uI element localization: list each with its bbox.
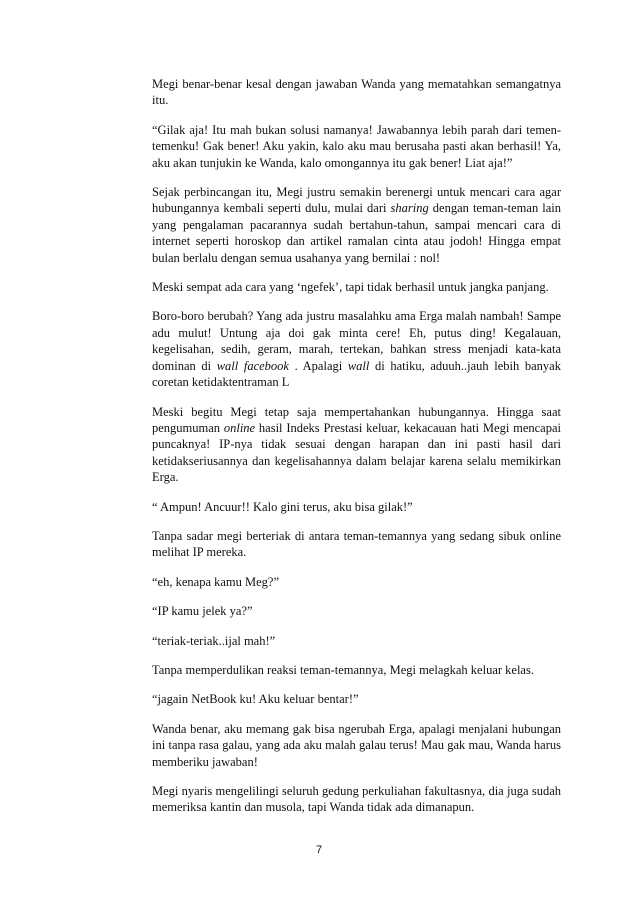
paragraph bbox=[152, 662, 561, 678]
text-segment: . Apalagi bbox=[288, 358, 348, 373]
paragraph bbox=[152, 279, 561, 295]
text-segment: di hatiku, aduuh..jauh lebih banyak coretan ketidaktentraman L bbox=[152, 358, 561, 390]
italic-text: sharing bbox=[390, 201, 429, 216]
text-segment: Tanpa memperdulikan reaksi teman-temannya, Megi melagkah keluar kelas. bbox=[152, 662, 534, 677]
body-text bbox=[152, 76, 561, 829]
text-segment: Tanpa sadar megi berteriak di antara teman-temannya yang sedang sibuk online melihat IP mereka. bbox=[152, 528, 561, 560]
text-segment: Meski sempat ada cara yang ‘ngefek’, tapi tidak berhasil untuk jangka panjang. bbox=[152, 280, 549, 295]
text-segment: “IP kamu jelek ya?” bbox=[152, 604, 253, 619]
text-segment: “eh, kenapa kamu Meg?” bbox=[152, 574, 280, 589]
text-segment: Boro-boro berubah? Yang ada justru masalahku ama Erga malah nambah! Sampe adu mulut! Untung aja doi gak minta cere! Eh, putus ding! Kegalauan, kegelisahan, sedih, geram, marah, tertekan, bahkan stress menjadi kata-kata dominan di bbox=[152, 309, 561, 373]
text-segment: Sejak perbincangan itu, Megi justru semakin berenergi untuk mencari cara agar hubungannya kembali seperti dulu, mulai dari bbox=[152, 185, 561, 216]
paragraph bbox=[152, 308, 561, 390]
paragraph bbox=[152, 404, 561, 486]
italic-text: wall bbox=[347, 358, 370, 373]
paragraph bbox=[152, 528, 561, 561]
paragraph bbox=[152, 691, 561, 707]
text-segment: Megi benar-benar kesal dengan jawaban Wanda yang mematahkan semangatnya itu. bbox=[152, 77, 561, 108]
text-segment: “Gilak aja! Itu mah bukan solusi namanya! Jawabannya lebih parah dari temen-temenku! Gak bener! Aku yakin, kalo aku mau berusaha pasti akan berhasil! Ya, aku akan tunjukin ke Wanda, kalo omongannya itu gak bener! Liat aja!” bbox=[152, 122, 561, 170]
paragraph bbox=[152, 184, 561, 266]
paragraph bbox=[152, 783, 561, 816]
paragraph bbox=[152, 574, 561, 590]
text-segment: dengan teman-teman lain yang pengalaman pacarannya sudah bertahun-tahun, sampai mencari cara di internet seperti horoskop dan artikel ramalan cinta atau jodoh! Hingga empat bulan berlalu dengan semua usahanya yang bernilai : nol! bbox=[152, 201, 561, 265]
paragraph bbox=[152, 633, 561, 649]
page-number: 7 bbox=[315, 844, 323, 856]
italic-text: online bbox=[223, 420, 256, 435]
paragraph bbox=[152, 499, 561, 515]
text-segment: Megi nyaris mengelilingi seluruh gedung perkuliahan fakultasnya, dia juga sudah memeriksa kantin dan musola, tapi Wanda tidak ada dimanapun. bbox=[152, 784, 561, 815]
text-segment: “teriak-teriak..ijal mah!” bbox=[152, 633, 276, 648]
paragraph bbox=[152, 76, 561, 109]
italic-text: wall facebook bbox=[216, 358, 289, 373]
paragraph bbox=[152, 603, 561, 619]
text-segment: “jagain NetBook ku! Aku keluar bentar!” bbox=[152, 692, 359, 707]
text-segment: Wanda benar, aku memang gak bisa ngerubah Erga, apalagi menjalani hubungan ini tanpa rasa galau, yang ada aku malah galau terus! Mau gak mau, Wanda harus memberiku jawaban! bbox=[152, 721, 561, 769]
paragraph bbox=[152, 721, 561, 770]
text-segment: “ Ampun! Ancuur!! Kalo gini terus, aku bisa gilak!” bbox=[152, 499, 413, 514]
text-segment: Meski begitu Megi tetap saja mempertahankan hubungannya. Hingga saat pengumuman bbox=[152, 404, 561, 435]
text-segment: hasil Indeks Prestasi keluar, kekacauan hati Megi mencapai puncaknya! IP-nya tidak sesuai dengan harapan dan ini pasti hasil dari ketidakseriusannya dan kegelisahannya dalam belajar karena selalu memikirkan Erga. bbox=[152, 420, 562, 485]
paragraph bbox=[152, 122, 561, 171]
